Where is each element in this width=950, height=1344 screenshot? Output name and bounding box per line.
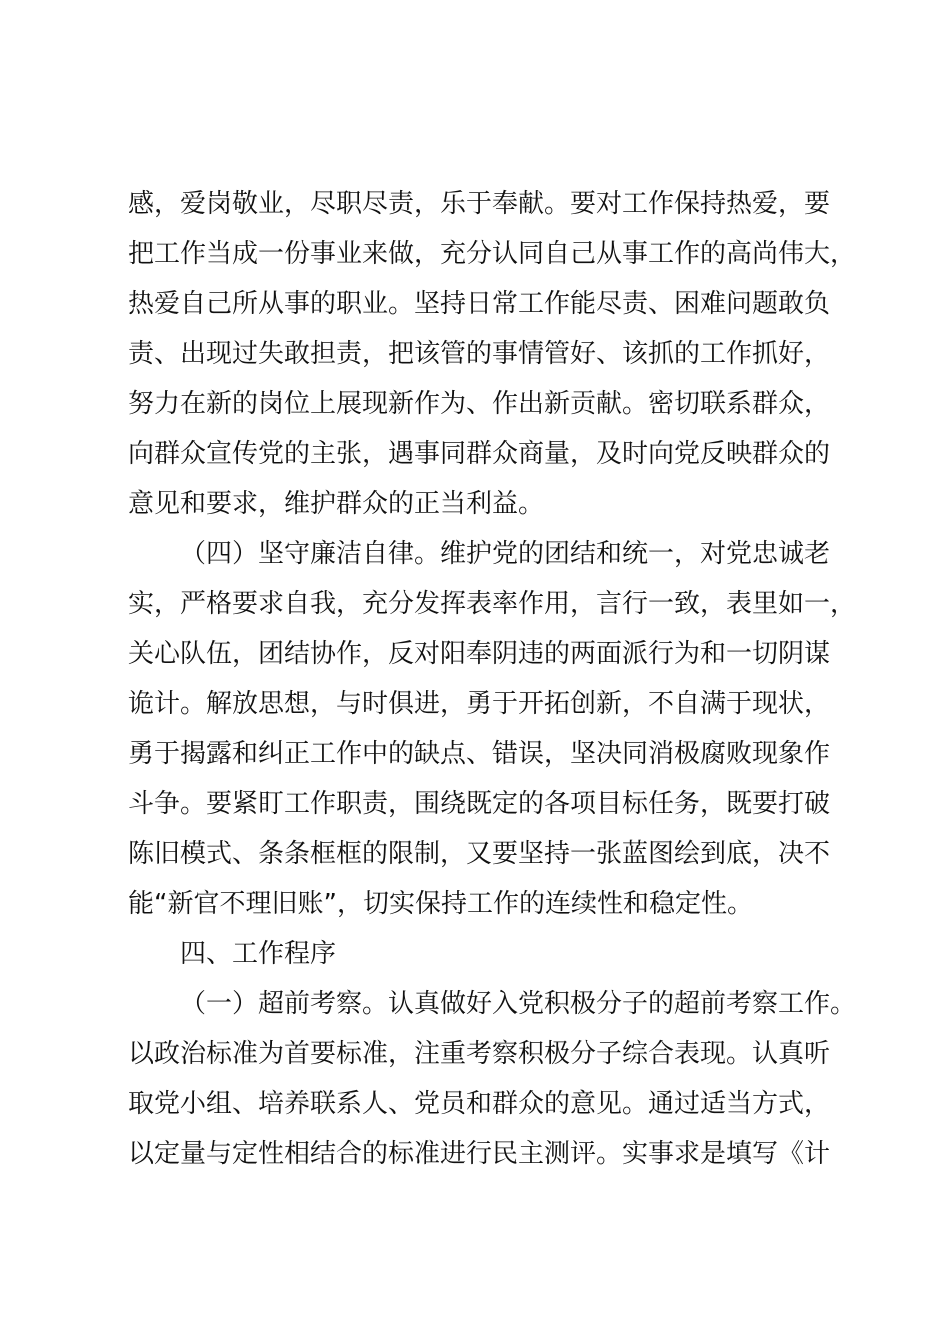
text-line: 向群众宣传党的主张，遇事同群众商量，及时向党反映群众的 [128,439,831,469]
text-line: 陈旧模式、条条框框的限制，又要坚持一张蓝图绘到底，决不 [128,839,831,869]
text-line: 以定量与定性相结合的标准进行民主测评。实事求是填写《计 [128,1139,831,1169]
text-line: 责、出现过失敢担责，把该管的事情管好、该抓的工作抓好， [128,339,831,369]
text-line: 诡计。解放思想，与时俱进，勇于开拓创新，不自满于现状， [128,689,831,719]
text-line: 努力在新的岗位上展现新作为、作出新贡献。密切联系群众， [128,389,831,419]
text-line: 勇于揭露和纠正工作中的缺点、错误，坚决同消极腐败现象作 [128,739,831,769]
text-line: 能“新官不理旧账”，切实保持工作的连续性和稳定性。 [128,889,753,919]
section-heading: 四、工作程序 [180,939,337,969]
text-line: 把工作当成一份事业来做，充分认同自己从事工作的高尚伟大， [128,239,857,269]
paragraph-heading-line: （四）坚守廉洁自律。维护党的团结和统一，对党忠诚老 [180,539,831,569]
paragraph-heading-line: （一）超前考察。认真做好入党积极分子的超前考察工作。 [180,989,857,1019]
text-line: 以政治标准为首要标准，注重考察积极分子综合表现。认真听 [128,1039,831,1069]
text-line: 斗争。要紧盯工作职责，围绕既定的各项目标任务，既要打破 [128,789,831,819]
text-line: 关心队伍，团结协作，反对阳奉阴违的两面派行为和一切阴谋 [128,639,831,669]
text-line: 实，严格要求自我，充分发挥表率作用，言行一致，表里如一， [128,589,857,619]
text-line: 意见和要求，维护群众的正当利益。 [128,489,545,519]
text-line: 取党小组、培养联系人、党员和群众的意见。通过适当方式， [128,1089,831,1119]
text-line: 感，爱岗敬业，尽职尽责，乐于奉献。要对工作保持热爱，要 [128,189,831,219]
text-line: 热爱自己所从事的职业。坚持日常工作能尽责、困难问题敢负 [128,289,831,319]
